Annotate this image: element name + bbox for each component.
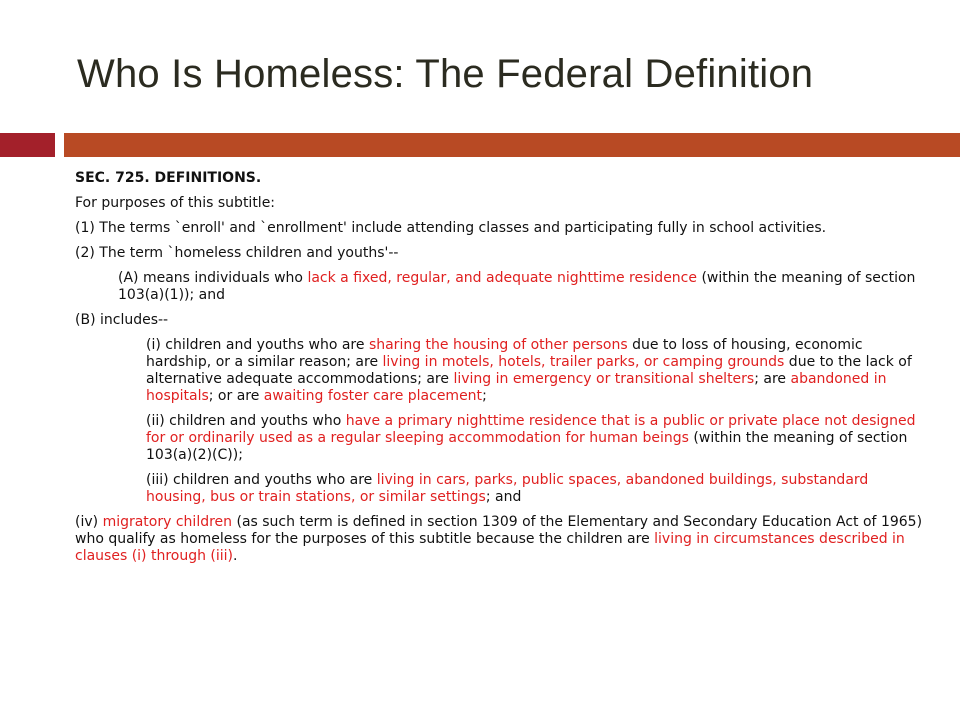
clause-A-text: (within the meaning of section 103(a)(1)); and (118, 270, 916, 303)
clause-iv-text: (as such term is defined in section 1309 of the Elementary and Secondary Education Act of 1965) who qualify as homeless for the purposes of this subtitle because the children are (75, 514, 923, 547)
clause-iii-text: ; and (485, 489, 522, 505)
clause-i-highlight: living in motels, hotels, trailer parks, or camping grounds (382, 354, 785, 370)
clause-i-highlight: sharing the housing of other persons (368, 337, 628, 353)
clause-i-highlight: living in emergency or transitional shelters (453, 371, 755, 387)
clause-ii-text: (ii) children and youths who (146, 413, 346, 429)
clause-iv (75, 514, 925, 565)
clause-iv-highlight: migratory children (102, 514, 233, 530)
section-heading: SEC. 725. DEFINITIONS. (75, 170, 262, 186)
slide-title: Who Is Homeless: The Federal Definition (77, 52, 814, 96)
clause-ii (146, 413, 925, 464)
clause-i-highlight: awaiting foster care placement (263, 388, 483, 404)
intro-text: For purposes of this subtitle: (75, 195, 276, 211)
clause-iii (146, 472, 925, 506)
clause-ii-text: (within the meaning of section 103(a)(2)(C)); (146, 430, 908, 463)
clause-B: (B) includes-- (75, 312, 169, 328)
clause-i (146, 337, 925, 405)
clause-i-text: due to the lack of alternative adequate accommodations; are (146, 354, 912, 387)
clause-i-text: due to loss of housing, economic hardship, or a similar reason; are (146, 337, 863, 370)
accent-bar-right (64, 133, 960, 157)
definition-body (75, 170, 925, 573)
clause-1: (1) The terms `enroll' and `enrollment' include attending classes and participating fully in school activities. (75, 220, 827, 236)
clause-i-text: ; are (754, 371, 791, 387)
clause-iii-text: (iii) children and youths who are (146, 472, 377, 488)
clause-iv-highlight: living in circumstances described in clauses (i) through (iii) (75, 531, 905, 564)
clause-A-text: (A) means individuals who (118, 270, 308, 286)
clause-i-text: (i) children and youths who are (146, 337, 369, 353)
clause-i-highlight: abandoned in hospitals (146, 371, 887, 404)
clause-iv-text: . (233, 548, 238, 564)
clause-2: (2) The term `homeless children and youths'-- (75, 245, 399, 261)
clause-iv-text: (iv) (75, 514, 103, 530)
clause-A-highlight: lack a fixed, regular, and adequate nighttime residence (307, 270, 697, 286)
accent-bar-left (0, 133, 55, 157)
clause-i-text: ; (482, 388, 487, 404)
clause-ii-highlight: have a primary nighttime residence that is a public or private place not designed for or ordinarily used as a regular sleeping accommodation for human beings (146, 413, 916, 446)
clause-A (118, 270, 925, 304)
clause-iii-highlight: living in cars, parks, public spaces, abandoned buildings, substandard housing, bus or train stations, or similar settings (146, 472, 869, 505)
clause-i-text: ; or are (208, 388, 264, 404)
